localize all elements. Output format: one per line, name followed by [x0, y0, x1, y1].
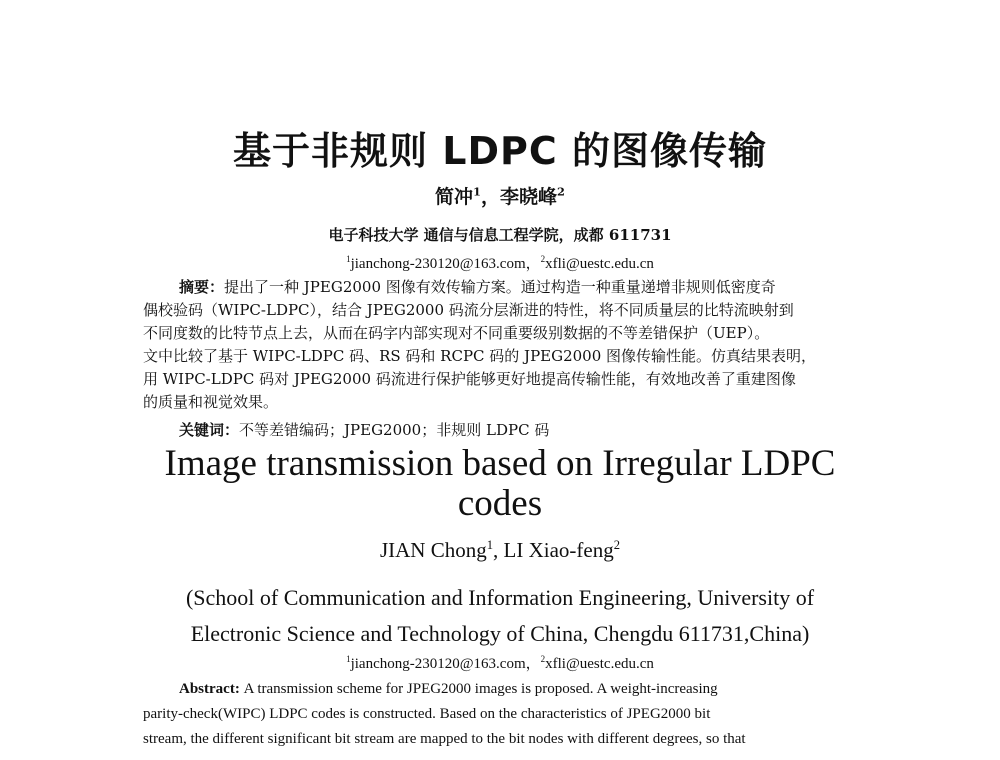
keywords-chinese	[179, 419, 549, 440]
author-1-name-en: JIAN Chong	[379, 538, 487, 562]
email-1-cn: jianchong-230120@163.com，	[350, 256, 541, 272]
author-2-affil-mark-en: 2	[613, 538, 621, 552]
authors-english	[0, 538, 1000, 563]
email-line-cn	[0, 252, 1000, 273]
author-1-affil-mark-en: 1	[486, 538, 494, 552]
author-2-name-en: LI Xiao-feng	[503, 538, 614, 562]
keywords-cn-label: 关键词：	[179, 421, 240, 439]
title-chinese: 基于非规则 LDPC 的图像传输	[233, 129, 767, 173]
affiliation-en-line-2: Electronic Science and Technology of China, Chengdu 611731,China)	[190, 621, 810, 646]
email-line-en	[0, 652, 1000, 673]
abstract-en-colon: :	[234, 681, 244, 697]
authors-chinese	[0, 182, 1000, 209]
affiliation-english	[140, 580, 860, 652]
abstract-cn-line-3: 不同度数的比特节点上去，从而在码字内部实现对不同重要级别数据的不等差错保护（UEP）。	[143, 324, 770, 342]
abstract-cn-line-2: 偶校验码（WIPC-LDPC），结合 JPEG2000 码流分层渐进的特性，将不同质量层的比特流映射到	[143, 301, 794, 319]
affiliation-en-line-1: (School of Communication and Information Engineering, University of	[185, 585, 815, 610]
email-1-en: jianchong-230120@163.com，	[350, 656, 541, 672]
author-2-affil-mark-cn: 2	[557, 184, 565, 199]
abstract-cn-label: 摘要：	[179, 278, 225, 296]
keywords-cn-text: 不等差错编码；JPEG2000；非规则 LDPC 码	[239, 421, 550, 439]
abstract-cn-line-4: 文中比较了基于 WIPC-LDPC 码、RS 码和 RCPC 码的 JPEG2000 图像传输性能。仿真结果表明，	[143, 347, 817, 365]
author-separator-en: ,	[493, 538, 504, 562]
affiliation-chinese: 电子科技大学 通信与信息工程学院，成都 611731	[328, 226, 672, 244]
abstract-en-line-1: A transmission scheme for JPEG2000 images is proposed. A weight-increasing	[243, 681, 718, 697]
title-english: Image transmission based on Irregular LDPC codes	[164, 443, 836, 524]
email-2-mark-en: 2	[540, 654, 546, 664]
author-2-name-cn: 李晓峰	[500, 186, 558, 208]
abstract-en-line-2: parity-check(WIPC) LDPC codes is constructed. Based on the characteristics of JPEG2000 bit	[143, 706, 711, 722]
abstract-chinese	[143, 276, 861, 414]
email-2-mark-cn: 2	[540, 254, 546, 264]
email-2-cn: xfli@uestc.edu.cn	[545, 256, 654, 272]
abstract-en-label: Abstract	[179, 681, 235, 697]
author-1-name-cn: 简冲	[435, 186, 474, 208]
abstract-cn-line-5: 用 WIPC-LDPC 码对 JPEG2000 码流进行保护能够更好地提高传输性能，有效地改善了重建图像	[143, 370, 796, 388]
email-1-mark-en: 1	[346, 654, 351, 664]
abstract-english	[143, 677, 861, 752]
abstract-en-line-3: stream, the different significant bit stream are mapped to the bit nodes with different degrees, so that	[143, 731, 746, 747]
abstract-cn-line	[143, 276, 861, 299]
email-2-en: xfli@uestc.edu.cn	[545, 656, 654, 672]
abstract-cn-line-6: 的质量和视觉效果。	[143, 393, 279, 411]
author-1-affil-mark-cn: 1	[473, 184, 481, 199]
author-separator-cn: ，	[480, 186, 500, 208]
abstract-en-line	[143, 677, 861, 702]
email-1-mark-cn: 1	[346, 254, 351, 264]
abstract-cn-line-1: 提出了一种 JPEG2000 图像有效传输方案。通过构造一种重量递增非规则低密度奇	[224, 278, 776, 296]
